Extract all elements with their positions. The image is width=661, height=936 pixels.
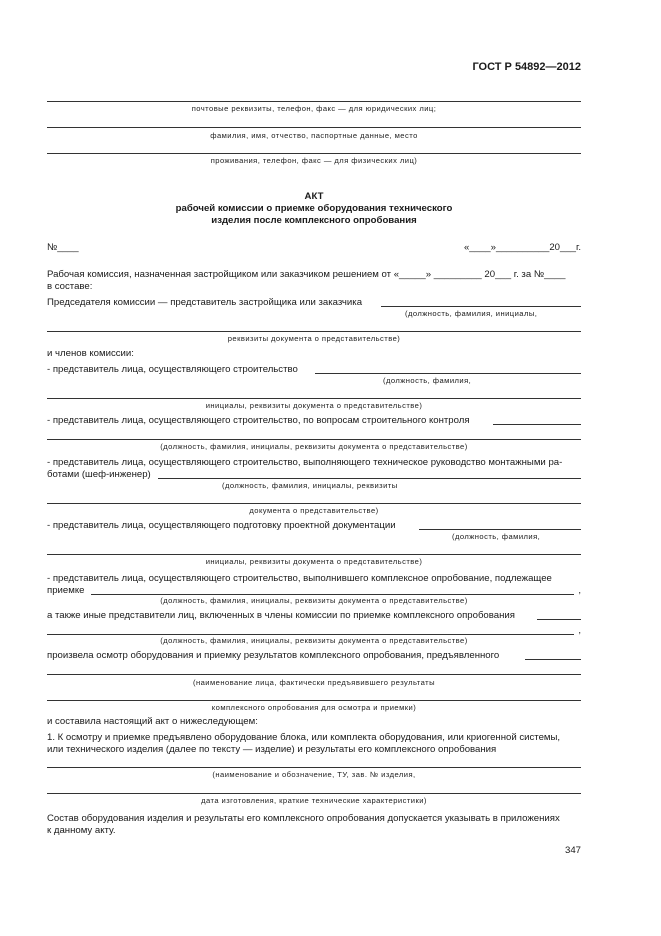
final-note-2: к данному акту.: [47, 825, 116, 836]
member-builder-field: [315, 373, 581, 374]
form-line: [47, 674, 581, 675]
final-note-1: Состав оборудования изделия и результаты его комплексного опробования допускается указывать в приложениях: [47, 813, 560, 824]
caption-member-designer-document: инициалы, реквизиты документа о представительстве): [205, 557, 423, 566]
chairman-label: Председателя комиссии — представитель застройщика или заказчика: [47, 297, 363, 308]
item-1-text-2: или технического изделия (далее по тексту — изделие) и результаты его комплексного опробования: [47, 744, 497, 755]
member-builder-label: - представитель лица, осуществляющего строительство: [47, 364, 298, 375]
act-subtitle-1: рабочей комиссии о приемке оборудования технического: [175, 203, 453, 214]
caption-member-control: (должность, фамилия, инициалы, реквизиты документа о представительстве): [160, 442, 468, 451]
chairman-field: [381, 306, 581, 307]
caption-presented-by-1: (наименование лица, фактически предъявившего результаты: [192, 678, 435, 687]
form-line: [47, 439, 581, 440]
comma: ,: [578, 585, 581, 596]
form-line: [47, 767, 581, 768]
commission-composition: в составе:: [47, 281, 93, 292]
compiled-label: и составила настоящий акт о нижеследующем:: [47, 716, 258, 727]
other-members-label: а также иные представители лиц, включенных в члены комиссии по приемке комплексного опробования: [47, 610, 515, 621]
form-line: [47, 127, 581, 128]
member-tester-label-2: приемке: [47, 585, 85, 596]
form-line: [47, 101, 581, 102]
caption-person-name: фамилия, имя, отчество, паспортные данные, место: [210, 131, 418, 140]
member-designer-field: [419, 529, 581, 530]
act-number: №____: [47, 242, 79, 253]
inspection-field: [525, 659, 581, 660]
caption-chairman-position: (должность, фамилия, инициалы,: [405, 309, 538, 318]
members-label: и членов комиссии:: [47, 348, 134, 359]
caption-member-builder-position: (должность, фамилия,: [383, 376, 472, 385]
caption-residence: проживания, телефон, факс — для физических лиц): [210, 156, 418, 165]
act-subtitle-2: изделия после комплексного опробования: [211, 215, 417, 226]
member-chief-engineer-label-1: - представитель лица, осуществляющего строительство, выполняющего техническое руководство монтажными ра-: [47, 457, 563, 468]
form-line: [47, 700, 581, 701]
caption-legal-details: почтовые реквизиты, телефон, факс — для юридических лиц;: [191, 104, 437, 113]
form-line: [47, 503, 581, 504]
inspection-label: произвела осмотр оборудования и приемку результатов комплексного опробования, предъявленного: [47, 650, 500, 661]
member-control-field: [493, 424, 581, 425]
commission-decision: Рабочая комиссия, назначенная застройщиком или заказчиком решением от «_____» _________ 20___ г. за №____: [47, 269, 566, 280]
caption-member-tester: (должность, фамилия, инициалы, реквизиты документа о представительстве): [160, 596, 468, 605]
item-1-text-1: 1. К осмотру и приемке предъявлено оборудование блока, или комплекта оборудования, или криогенной системы,: [47, 732, 561, 743]
other-members-field: [537, 619, 581, 620]
page-number: 347: [564, 845, 581, 856]
form-line: [47, 398, 581, 399]
caption-member-chief-engineer-document: документа о представительстве): [249, 506, 379, 515]
caption-chairman-document: реквизиты документа о представительстве): [227, 334, 401, 343]
member-chief-engineer-label-2: ботами (шеф-инженер): [47, 469, 151, 480]
member-tester-label-1: - представитель лица, осуществляющего строительство, выполнившего комплексное опробование, подлежащее: [47, 573, 552, 584]
other-members-field-2: [47, 634, 574, 635]
caption-member-builder-document: инициалы, реквизиты документа о представительстве): [205, 401, 423, 410]
act-title: АКТ: [304, 191, 324, 202]
member-control-label: - представитель лица, осуществляющего строительство, по вопросам строительного контроля: [47, 415, 470, 426]
caption-other-members: (должность, фамилия, инициалы, реквизиты документа о представительстве): [160, 636, 468, 645]
comma: ,: [578, 625, 581, 636]
caption-item-characteristics: дата изготовления, краткие технические характеристики): [201, 796, 427, 805]
caption-member-designer-position: (должность, фамилия,: [452, 532, 541, 541]
form-line: [47, 554, 581, 555]
member-designer-label: - представитель лица, осуществляющего подготовку проектной документации: [47, 520, 396, 531]
member-chief-engineer-field: [158, 478, 581, 479]
form-line: [47, 793, 581, 794]
member-tester-field: [91, 594, 574, 595]
caption-member-chief-engineer-position: (должность, фамилия, инициалы, реквизиты: [222, 481, 398, 490]
caption-item-designation: (наименование и обозначение, ТУ, зав. № изделия,: [212, 770, 416, 779]
form-line: [47, 153, 581, 154]
act-date: «____»__________20___г.: [463, 242, 581, 253]
standard-number: ГОСТ Р 54892—2012: [472, 61, 581, 73]
caption-presented-by-2: комплексного опробования для осмотра и приемки): [211, 703, 417, 712]
form-line: [47, 331, 581, 332]
